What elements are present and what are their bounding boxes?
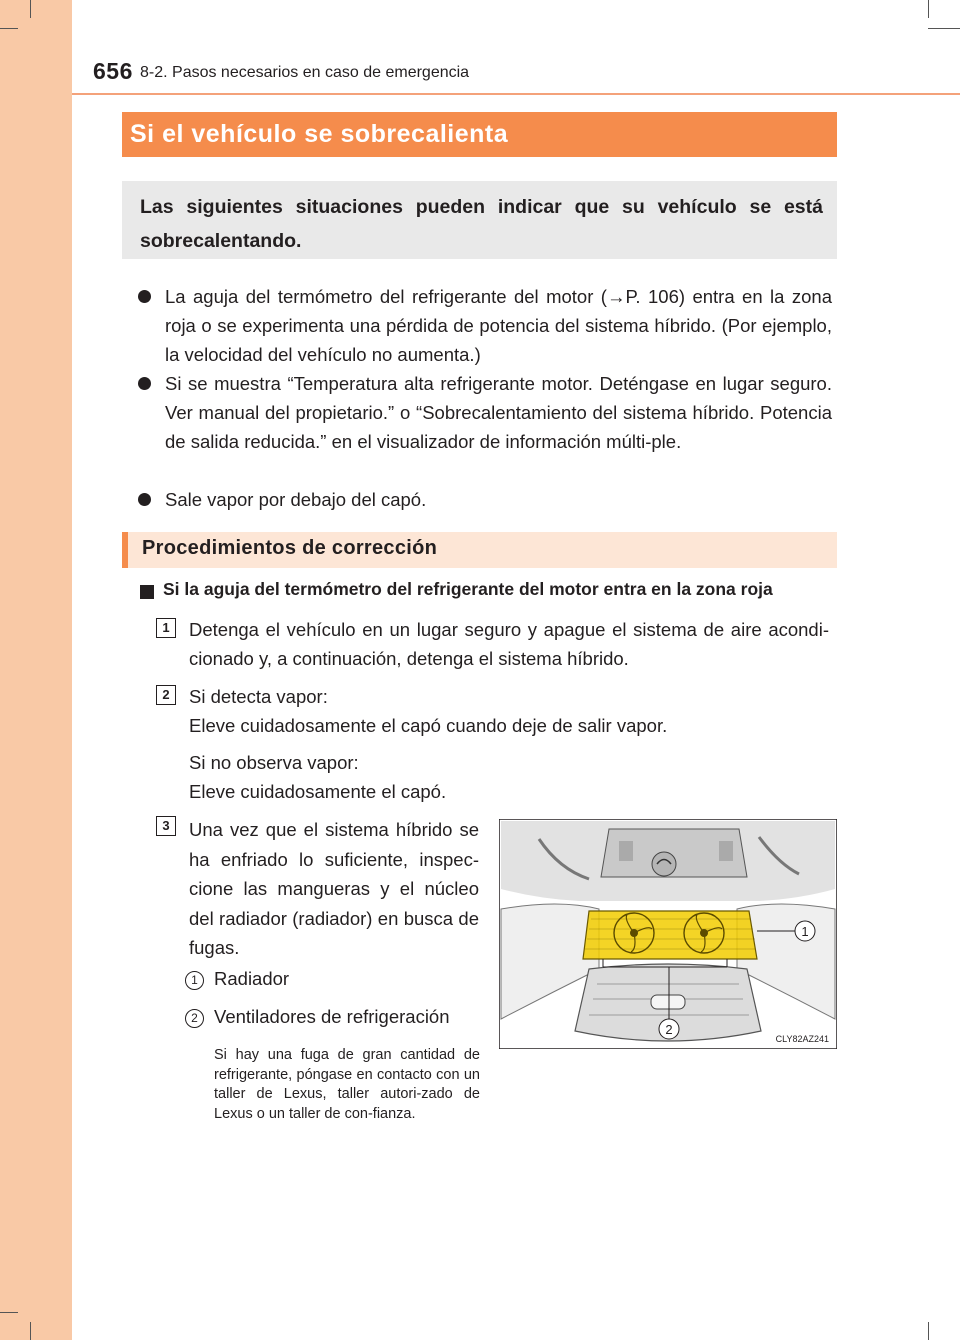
step-number: 2 <box>156 685 176 705</box>
side-tab-strip <box>0 0 72 1340</box>
procedure-subheading: Si la aguja del termómetro del refrigerante del motor entra en la zona roja <box>163 579 773 599</box>
section-title: Si el vehículo se sobrecalienta <box>130 120 509 148</box>
step-text: Eleve cuidadosamente el capó. <box>189 781 447 802</box>
callout-number: 1 <box>185 971 204 990</box>
heading-accent <box>122 532 128 568</box>
item-label: Ventiladores de refrigeración <box>214 1006 450 1027</box>
figure-callout-2: 2 <box>665 1022 673 1037</box>
bullet-dot <box>138 493 151 506</box>
crop-mark <box>30 1322 31 1340</box>
bullet-dot <box>138 377 151 390</box>
step-text: Si detecta vapor: <box>189 686 328 707</box>
square-bullet-icon <box>140 585 154 599</box>
step-text: Si no observa vapor: <box>189 752 359 773</box>
bullet-text: La aguja del termómetro del refrigerante del motor (→P. 106) entra en la zona roja o se experimenta una pérdida de potencia del sistema híbrido. (Por ejemplo, la velocidad del vehículo no aumenta.) <box>165 286 832 365</box>
procedure-heading: Procedimientos de corrección <box>142 537 438 559</box>
bullet-text: Sale vapor por debajo del capó. <box>165 489 427 510</box>
engine-bay-illustration <box>499 819 837 1049</box>
header-rule <box>72 93 960 95</box>
figure-code: CLY82AZ241 <box>775 1034 829 1044</box>
callout-number: 2 <box>185 1009 204 1028</box>
bullet-dot <box>138 290 151 303</box>
step-number: 3 <box>156 816 176 836</box>
bullet-item <box>138 282 832 369</box>
intro-box <box>122 181 837 259</box>
item-label: Radiador <box>214 968 290 989</box>
bullet-text: Si se muestra “Temperatura alta refrigerante motor. Deténgase en lugar seguro. Ver manual del propietario.” o “Sobrecalentamiento del sistema híbrido. Potencia de salida reducida.” en el visualizador de información múlti-ple. <box>165 373 832 452</box>
crop-mark <box>0 28 18 29</box>
bullet-item <box>138 369 832 456</box>
figure-callout-1: 1 <box>801 924 809 939</box>
chapter-title: 8-2. Pasos necesarios en caso de emergencia <box>140 64 470 81</box>
step-number: 1 <box>156 618 176 638</box>
engine-bay-drawing <box>499 819 837 1049</box>
step-text: Detenga el vehículo en un lugar seguro y apague el sistema de aire acondi-cionado y, a continuación, detenga el sistema híbrido. <box>189 619 829 669</box>
procedure-heading-bar <box>122 532 837 568</box>
step-text: Una vez que el sistema híbrido se ha enfriado lo suficiente, inspec-cione las mangueras y el núcleo del radiador (radiador) en busca de fugas. <box>189 819 479 958</box>
crop-mark <box>928 0 929 18</box>
crop-mark <box>928 1322 929 1340</box>
page-number: 656 <box>93 58 133 84</box>
bullet-item <box>138 485 832 514</box>
crop-mark <box>0 1312 18 1313</box>
section-title-bar <box>122 112 837 157</box>
crop-mark <box>928 28 960 29</box>
crop-mark <box>30 0 31 18</box>
intro-text: Las siguientes situaciones pueden indicar que su vehículo se está sobrecalentando. <box>140 196 823 252</box>
note-text: Si hay una fuga de gran cantidad de refrigerante, póngase en contacto con un taller de Lexus, taller autori-zado de Lexus o un taller de con-fianza. <box>214 1047 480 1122</box>
step-text: Eleve cuidadosamente el capó cuando deje de salir vapor. <box>189 715 668 736</box>
